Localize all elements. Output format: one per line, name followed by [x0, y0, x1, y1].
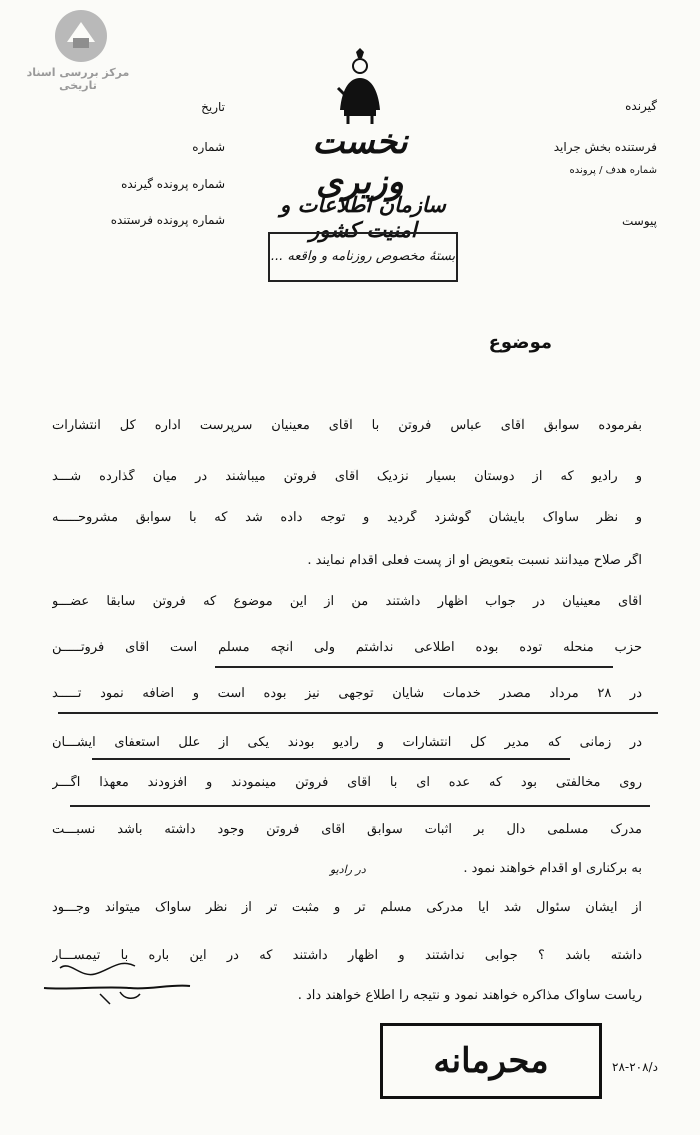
body-line: و نظر ساواک بایشان گوشزد گردید و توجه داده شد که با سوابق مشروحـــــه — [52, 510, 642, 525]
field-target-file: شماره هدف / پرونده — [569, 165, 657, 176]
handwritten-underline — [70, 805, 650, 807]
body-line: روی مخالفتی بود که عده ای با آقای فروتن مینمودند و افزودند معهذا اگـــر — [52, 775, 642, 790]
subject-label: موضوع — [488, 332, 552, 353]
body-line: در زمانی که مدیر کل انتشارات و رادیو بودند یکی از علل استعفای ایشـــان — [52, 735, 642, 750]
body-line: و رادیو که از دوستان بسیار نزدیک آقای فروتن میباشند در میان گذارده شـــد — [52, 469, 642, 484]
lion-and-sun-emblem-icon — [330, 48, 390, 128]
body-line: در ۲۸ مرداد مصدر خدمات شایان توجهی نیز بوده است و اضافه نمود تـــــد — [52, 686, 642, 701]
body-line: به برکناری او اقدام خواهند نمود . — [463, 861, 642, 876]
handwritten-underline — [58, 712, 658, 714]
handwritten-insert: در رادیو — [330, 863, 366, 876]
header-stamp-box — [268, 232, 458, 282]
confidential-seal — [380, 1023, 602, 1099]
margin-signature-icon — [40, 948, 200, 1008]
confidential-seal-text: محرمانه — [433, 1041, 549, 1081]
header-stamp-text: بستهٔ مخصوص روزنامه و واقعه ... — [270, 249, 456, 264]
handwritten-underline — [92, 758, 570, 760]
field-receiver: گیرنده — [625, 99, 657, 113]
body-line: اگر صلاح میدانند نسبت بتعویض او از پست فعلی اقدام نمایند . — [307, 553, 642, 568]
archive-watermark — [8, 8, 148, 92]
reference-number: ۲۸-۲۰۸/د — [612, 1060, 658, 1074]
watermark-text: مرکز بررسی اسناد تاریخی — [26, 66, 130, 92]
archive-logo-icon — [53, 8, 109, 64]
body-line: حزب منحله توده بوده اطلاعی نداشتم ولی آنچه مسلم است آقای فروتـــــن — [52, 640, 642, 655]
handwritten-underline — [215, 666, 613, 668]
body-line: داشته باشد ؟ جوابی نداشتند و اظهار داشتند که در این باره با تیمســـار — [52, 948, 642, 963]
field-sender-file: شماره پرونده فرستنده — [110, 213, 225, 227]
body-line: آقای معینیان در جواب اظهار داشتند من از این موضوع که فروتن سابقا عضـــو — [52, 594, 642, 609]
body-line: بفرموده سوابق آقای عباس فروتن با آقای معینیان سرپرست اداره کل انتشارات — [52, 418, 642, 433]
organization-name: سازمان اطلاعات و امنیت کشور — [280, 192, 446, 242]
ministry-title: نخست وزیری — [312, 122, 408, 202]
body-line: مدرک مسلمی دال بر اثبات سوابق آقای فروتن وجود داشته باشد نسبـــت — [52, 822, 642, 837]
body-line: از ایشان سئوال شد آیا مدرکی مسلم تر و مثبت تر از نظر ساواک میتواند وجـــود — [52, 900, 642, 915]
body-line: ریاست ساواک مذاکره خواهند نمود و نتیجه را اطلاع خواهند داد . — [297, 988, 642, 1003]
field-number: شماره — [192, 140, 225, 154]
field-sender: فرستنده بخش جراید — [553, 140, 657, 154]
field-date: تاریخ — [201, 100, 225, 114]
field-attachment: پیوست — [622, 214, 657, 228]
field-receiver-file: شماره پرونده گیرنده — [121, 177, 225, 191]
